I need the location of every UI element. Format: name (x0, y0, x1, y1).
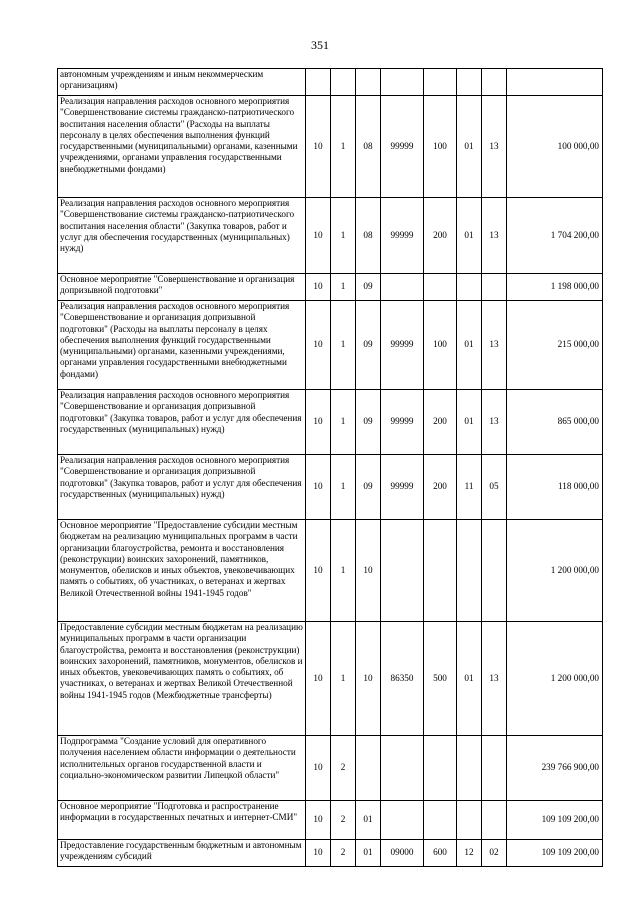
row-amount: 215 000,00 (507, 301, 603, 390)
table-row (58, 455, 603, 520)
row-code-5: 100 (424, 301, 457, 390)
row-code-5 (424, 69, 457, 96)
row-code-4: 99999 (381, 390, 424, 455)
row-code-5: 600 (424, 840, 457, 867)
row-code-3: 09 (356, 301, 381, 390)
row-code-2 (331, 69, 356, 96)
row-description: Реализация направления расходов основного мероприятия "Совершенствование системы гражданско-патриотического воспитания населения области" (Закупка товаров, работ и услуг для обеспечения государственных (муниципальных) нужд) (58, 198, 306, 274)
row-description: Предоставление государственным бюджетным и автономным учреждениям субсидий (58, 840, 306, 867)
row-code-7: 13 (482, 390, 507, 455)
row-code-1: 10 (306, 455, 331, 520)
row-code-6: 11 (457, 455, 482, 520)
row-code-7: 13 (482, 622, 507, 736)
table-row (58, 801, 603, 840)
row-code-5: 200 (424, 455, 457, 520)
row-code-7 (482, 520, 507, 622)
row-description: Реализация направления расходов основного мероприятия "Совершенствование и организация допризывной подготовки" (Закупка товаров, работ и услуг для обеспечения государственных (муниципальных) нужд) (58, 455, 306, 520)
row-code-6 (457, 736, 482, 801)
row-code-2: 2 (331, 736, 356, 801)
row-code-3: 08 (356, 96, 381, 198)
row-code-2: 1 (331, 455, 356, 520)
row-code-7 (482, 801, 507, 840)
row-code-5 (424, 736, 457, 801)
row-description: Основное мероприятие "Совершенствование и организация допризывной подготовки" (58, 274, 306, 301)
row-code-4 (381, 520, 424, 622)
row-amount: 100 000,00 (507, 96, 603, 198)
row-code-4 (381, 736, 424, 801)
row-code-1 (306, 69, 331, 96)
row-amount: 109 109 200,00 (507, 840, 603, 867)
row-amount: 109 109 200,00 (507, 801, 603, 840)
row-code-2: 1 (331, 274, 356, 301)
row-code-2: 1 (331, 301, 356, 390)
row-code-5: 200 (424, 390, 457, 455)
row-code-4: 99999 (381, 301, 424, 390)
row-code-5 (424, 520, 457, 622)
row-code-2: 2 (331, 840, 356, 867)
row-code-4: 09000 (381, 840, 424, 867)
row-description: Реализация направления расходов основного мероприятия "Совершенствование и организация допризывной подготовки" (Расходы на выплаты персоналу в целях обеспечения выполнения функций государственными (муниципальными) органами, казенными учреждениями, органами управления государственными внебюджетными фондами) (58, 301, 306, 390)
row-description: Основное мероприятие "Предоставление субсидии местным бюджетам на реализацию муниципальных программ в части организации благоустройства, ремонта и восстановления (реконструкции) воинских захоронений, памятников, монументов, обелисков и иных объектов, увековечивающих память о событиях, об участниках, о ветеранах и жертвах Великой Отечественной войны 1941-1945 годов" (58, 520, 306, 622)
row-code-2: 1 (331, 198, 356, 274)
table-row (58, 274, 603, 301)
row-code-6 (457, 801, 482, 840)
table-row (58, 301, 603, 390)
row-code-3: 10 (356, 520, 381, 622)
row-code-3: 09 (356, 455, 381, 520)
row-code-7 (482, 274, 507, 301)
row-code-2: 1 (331, 96, 356, 198)
row-code-1: 10 (306, 198, 331, 274)
table-row (58, 736, 603, 801)
row-code-7: 05 (482, 455, 507, 520)
row-amount: 1 704 200,00 (507, 198, 603, 274)
row-code-5 (424, 274, 457, 301)
row-amount: 1 200 000,00 (507, 622, 603, 736)
row-description: автономным учреждениям и иным некоммерческим организациям) (58, 69, 306, 96)
row-code-3 (356, 736, 381, 801)
row-code-4: 99999 (381, 96, 424, 198)
row-code-4 (381, 801, 424, 840)
row-code-4: 99999 (381, 455, 424, 520)
row-amount (507, 69, 603, 96)
row-code-6 (457, 274, 482, 301)
row-description: Основное мероприятие "Подготовка и распространение информации в государственных печатных и интернет-СМИ" (58, 801, 306, 840)
row-code-1: 10 (306, 390, 331, 455)
row-amount: 1 200 000,00 (507, 520, 603, 622)
page-number: 351 (311, 38, 329, 52)
table-row (58, 622, 603, 736)
row-code-2: 1 (331, 622, 356, 736)
row-description: Подпрограмма "Создание условий для оперативного получения населением области информации о деятельности исполнительных органов государственной власти и социально-экономическом развитии Липецкой области" (58, 736, 306, 801)
row-code-1: 10 (306, 274, 331, 301)
row-code-3: 08 (356, 198, 381, 274)
row-code-5: 100 (424, 96, 457, 198)
row-code-7: 13 (482, 96, 507, 198)
row-code-5 (424, 801, 457, 840)
row-code-6: 12 (457, 840, 482, 867)
row-code-4 (381, 274, 424, 301)
row-code-7: 02 (482, 840, 507, 867)
row-code-7: 13 (482, 198, 507, 274)
table-row (58, 390, 603, 455)
row-code-1: 10 (306, 622, 331, 736)
row-amount: 865 000,00 (507, 390, 603, 455)
row-code-3: 09 (356, 274, 381, 301)
row-code-7 (482, 69, 507, 96)
row-amount: 118 000,00 (507, 455, 603, 520)
row-code-6: 01 (457, 622, 482, 736)
row-code-5: 200 (424, 198, 457, 274)
row-code-4: 99999 (381, 198, 424, 274)
table-row (58, 96, 603, 198)
row-description: Реализация направления расходов основного мероприятия "Совершенствование и организация допризывной подготовки" (Закупка товаров, работ и услуг для обеспечения государственных (муниципальных) нужд) (58, 390, 306, 455)
row-code-2: 1 (331, 390, 356, 455)
row-code-6: 01 (457, 96, 482, 198)
row-code-3: 09 (356, 390, 381, 455)
row-code-3 (356, 69, 381, 96)
row-code-2: 1 (331, 520, 356, 622)
row-code-3: 01 (356, 801, 381, 840)
row-description: Предоставление субсидии местным бюджетам на реализацию муниципальных программ в части организации благоустройства, ремонта и восстановления (реконструкции) воинских захоронений, памятников, монументов, обелисков и иных объектов, увековечивающих память о событиях, об участниках, о ветеранах и жертвах Великой Отечественной войны 1941-1945 годов (Межбюджетные трансферты) (58, 622, 306, 736)
table-row (58, 69, 603, 96)
row-code-6 (457, 520, 482, 622)
row-code-3: 10 (356, 622, 381, 736)
row-code-3: 01 (356, 840, 381, 867)
row-code-4: 86350 (381, 622, 424, 736)
row-description: Реализация направления расходов основного мероприятия "Совершенствование системы гражданско-патриотического воспитания населения области" (Расходы на выплаты персоналу в целях обеспечения выполнения функций государственными (муниципальными) органами, казенными учреждениями, органами управления государственными внебюджетными фондами) (58, 96, 306, 198)
row-code-4 (381, 69, 424, 96)
row-code-1: 10 (306, 801, 331, 840)
row-code-1: 10 (306, 301, 331, 390)
row-code-6 (457, 69, 482, 96)
row-code-1: 10 (306, 840, 331, 867)
row-code-5: 500 (424, 622, 457, 736)
row-code-6: 01 (457, 198, 482, 274)
row-code-1: 10 (306, 520, 331, 622)
row-code-6: 01 (457, 301, 482, 390)
row-code-7 (482, 736, 507, 801)
row-code-2: 2 (331, 801, 356, 840)
table-row (58, 520, 603, 622)
row-code-7: 13 (482, 301, 507, 390)
row-code-1: 10 (306, 736, 331, 801)
row-code-6: 01 (457, 390, 482, 455)
budget-table (57, 68, 603, 867)
row-amount: 1 198 000,00 (507, 274, 603, 301)
row-code-1: 10 (306, 96, 331, 198)
table-row (58, 198, 603, 274)
row-amount: 239 766 900,00 (507, 736, 603, 801)
table-row (58, 840, 603, 867)
